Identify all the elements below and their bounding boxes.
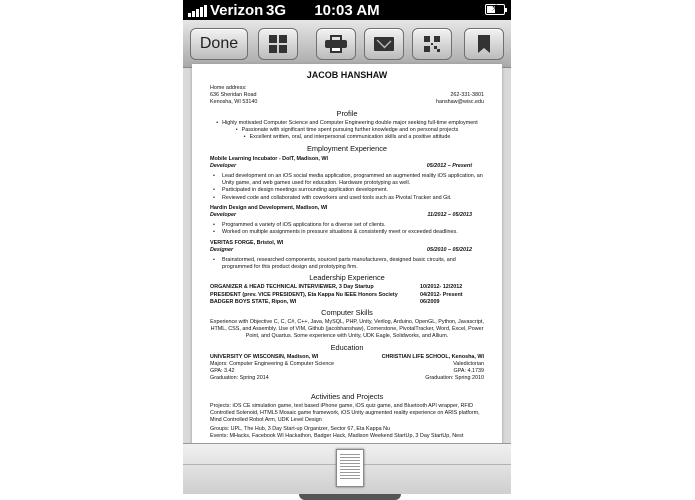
leadership-row (210, 299, 484, 306)
list-item: • Programmed a variety of iOS applications for a diverse set of clients. (210, 222, 484, 229)
carrier-name: Verizon (210, 2, 264, 19)
high-school-name: CHRISTIAN LIFE SCHOOL, Kenosha, WI (381, 353, 484, 360)
job-bullets (210, 257, 484, 271)
employment-heading: Employment Experience (306, 143, 388, 153)
high-school-gpa: GPA: 4.1739 (453, 367, 484, 374)
list-item: • Worked on multiple assignments in pressure situations & consistently meet or exceeded deadlines. (210, 229, 484, 236)
job-role: Developer (210, 212, 237, 219)
education-block (210, 354, 484, 390)
university-gpa: GPA: 3.42 (210, 367, 235, 374)
leadership-dates: 04/2012- Present (420, 291, 463, 298)
network-type: 3G (266, 2, 287, 19)
street-address: 636 Sheridan Road (210, 92, 257, 99)
mail-icon (374, 37, 394, 51)
high-school-honor: Valedictorian (453, 360, 484, 367)
skills-text: Experience with Objective C, C, C#, C++, Java, MySQL, PHP, Unity, Verilog, Arduino, OpenGL, Python, Javascript, HTML, CSS, and Assembly. Use of VIM, Github (jacobhanshaw), Cornerstone, PivotalTracker, Word, Excel, Power Point, and Quartus. Some experience with Unity, UDK Eagle, Solidworks, and Allium. (210, 318, 484, 340)
grid-icon (269, 35, 287, 53)
bookmark-icon (478, 35, 490, 53)
resume-page (192, 64, 502, 454)
battery-charging-icon: ⚡ (485, 4, 505, 15)
phone-number: 262-331-3801 (450, 92, 484, 98)
leadership-title: PRESIDENT (prev. VICE PRESIDENT), Eta Kappa Nu IEEE Honors Society (210, 291, 398, 298)
job-bullets (210, 222, 484, 236)
projects-text: Projects: iOS CE simulation game, text based iPhone game, iOS quiz game, and Bluetooth API wrapper, RFID Controlled Solenoid, HTML5 Mosaic game framework, iOS Unity augmented reality experience on ARIS platform, Mind Controlled Robot Arm, UDK Level Design (210, 402, 480, 423)
events-text: Events: MHacks, Facebook WI Hackathon, Badger Hack, Madison Weekend StartUp, 3 Day StartUp, Nest (210, 433, 464, 440)
print-button[interactable] (316, 28, 356, 60)
profile-list (210, 120, 484, 142)
leadership-title: BADGER BOYS STATE, Ripon, WI (210, 298, 297, 305)
skills-heading: Computer Skills (321, 307, 373, 317)
job-role: Developer (210, 162, 237, 169)
list-item: • Reviewed code and collaborated with coworkers and used tools such as Pivotal Tracker and Git. (210, 195, 484, 202)
job-role-row (210, 163, 484, 170)
qr-code-button[interactable] (412, 28, 452, 60)
list-item: • Highly motivated Computer Science and Computer Engineering double major seeking full-time employment (210, 120, 484, 127)
university-graduation: Graduation: Spring 2014 (210, 375, 269, 382)
job-org: VERITAS FORGE, Bristol, WI (210, 239, 284, 246)
leadership-row (210, 284, 484, 291)
bookmark-button[interactable] (464, 28, 504, 60)
job-org: Mobile Learning Incubator - DoIT, Madison, WI (210, 155, 328, 162)
list-item: • Participated in design meetings surrounding application development. (210, 187, 484, 194)
profile-heading: Profile (336, 109, 358, 118)
job-dates: 05/2012 – Present (426, 162, 472, 169)
qr-code-icon (424, 36, 440, 52)
job-bullets (210, 173, 484, 202)
job-role-row (210, 212, 484, 219)
document-toolbar (183, 20, 511, 68)
page-thumbnail[interactable] (336, 449, 364, 487)
email-address: hanshaw@wisc.edu (435, 99, 484, 106)
status-bar (183, 0, 511, 20)
job-org: Hardin Design and Development, Madison, WI (210, 204, 328, 211)
email-button[interactable] (364, 28, 404, 60)
list-item: • Passionate with significant time spent pursuing further knowledge and on personal projects (210, 127, 484, 134)
list-item: • Lead development on an iOS social media application, programmed an augmented reality iOS application, an Unity game, and web games used for education. Hardware prototyping as well. (210, 173, 484, 187)
activities-heading: Activities and Projects (310, 391, 384, 401)
leadership-dates: 06/2009 (420, 298, 440, 305)
list-item: • Excellent written, oral, and interpersonal communication skills and a positive attitude (210, 134, 484, 141)
address-label: Home address: (210, 85, 247, 91)
phone-screen (183, 0, 511, 494)
leadership-heading: Leadership Experience (309, 273, 385, 283)
job-dates: 11/2012 – 05/2013 (427, 212, 472, 219)
high-school-graduation: Graduation: Spring 2010 (425, 375, 484, 382)
leadership-row (210, 292, 484, 299)
education-heading: Education (330, 342, 364, 352)
job-role: Designer (210, 246, 234, 253)
print-icon (325, 35, 347, 53)
thumbnail-grid-button[interactable] (258, 28, 298, 60)
list-item: • Brainstormed, researched components, sourced parts manufacturers, designed basic circuits, and programmed for this product design and prototyping firm. (210, 257, 484, 271)
groups-text: Groups: UPL, The Hub, 3 Day Start-up Organizer, Sector 67, Eta Kappa Nu (210, 426, 390, 433)
thumbnail-bar (183, 443, 511, 494)
city-address: Kenosha, WI 53140 (210, 99, 258, 106)
leadership-title: ORGANIZER & HEAD TECHNICAL INTERVIEWER, 3 Day Startup (210, 284, 374, 291)
resume-name: JACOB HANSHAW (306, 70, 388, 80)
job-role-row (210, 247, 484, 254)
done-button[interactable]: Done (190, 28, 248, 60)
leadership-dates: 10/2012- 12/2012 (420, 284, 463, 291)
job-dates: 05/2010 – 05/2012 (427, 246, 472, 253)
contact-block (210, 85, 484, 107)
document-viewer[interactable] (183, 68, 511, 443)
status-time: 10:03 AM (314, 2, 380, 19)
university-name: UNIVERSITY OF WISCONSIN, Madison, WI (210, 353, 319, 360)
university-majors: Majors: Computer Engineering & Computer Science (210, 360, 335, 367)
